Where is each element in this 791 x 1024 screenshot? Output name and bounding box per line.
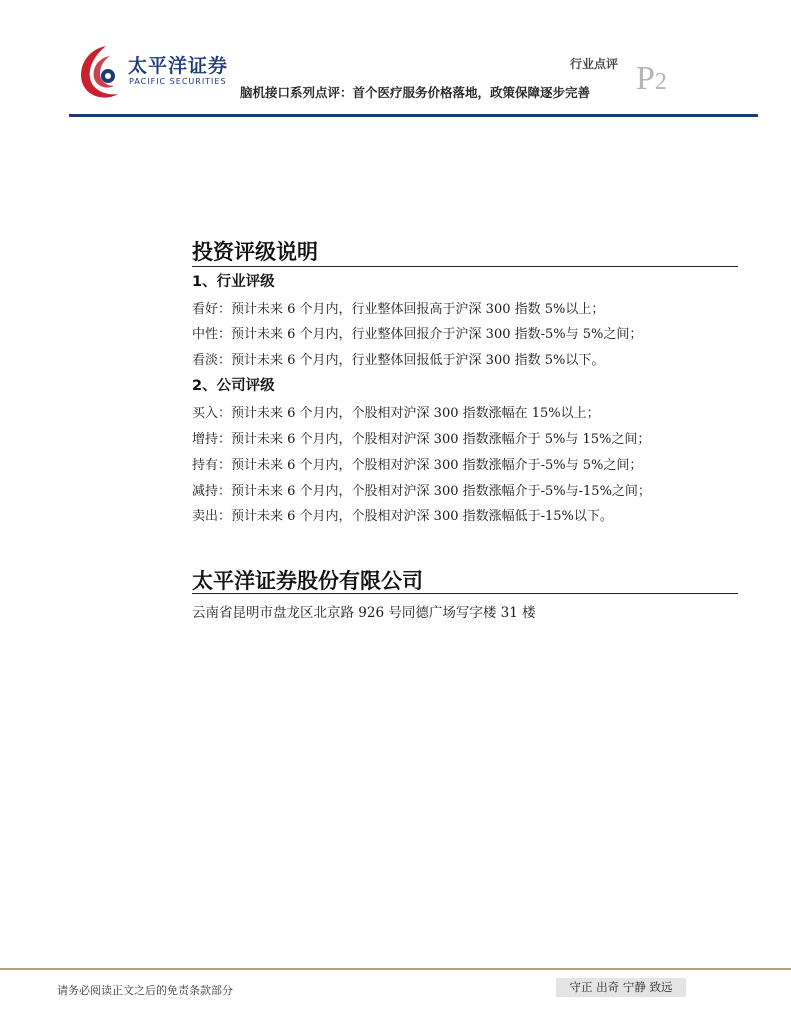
rating-heading: 投资评级说明 — [192, 240, 318, 264]
footer-disclaimer: 请务必阅读正文之后的免责条款部分 — [57, 984, 233, 997]
company-logo — [76, 42, 236, 106]
industry-rating-item: 中性：预计未来 6 个月内，行业整体回报介于沪深 300 指数-5%与 5%之间； — [192, 327, 643, 342]
company-rating-item: 减持：预计未来 6 个月内，个股相对沪深 300 指数涨幅介于-5%与-15%之间； — [192, 484, 651, 499]
company-rating-item: 持有：预计未来 6 个月内，个股相对沪深 300 指数涨幅介于-5%与 5%之间； — [192, 458, 643, 473]
pacific-logo-icon — [76, 42, 126, 102]
report-title: 脑机接口系列点评：首个医疗服务价格落地，政策保障逐步完善 — [240, 85, 591, 100]
footer-divider — [0, 968, 791, 970]
company-rating-heading: 2、公司评级 — [192, 378, 275, 394]
company-rating-item: 买入：预计未来 6 个月内，个股相对沪深 300 指数涨幅在 15%以上； — [192, 406, 600, 421]
page-digit: 2 — [654, 69, 667, 95]
industry-rating-heading: 1、行业评级 — [192, 274, 275, 290]
header-divider — [69, 114, 758, 117]
logo-text-cn: 太平洋证券 — [128, 55, 229, 77]
report-category: 行业点评 — [569, 57, 618, 71]
company-name: 太平洋证券股份有限公司 — [192, 569, 423, 593]
company-divider — [192, 593, 738, 594]
industry-rating-item: 看淡：预计未来 6 个月内，行业整体回报低于沪深 300 指数 5%以下。 — [192, 353, 605, 368]
company-address: 云南省昆明市盘龙区北京路 926 号同德广场写字楼 31 楼 — [192, 605, 536, 621]
footer-motto: 守正 出奇 宁静 致远 — [556, 978, 686, 997]
company-rating-item: 卖出：预计未来 6 个月内，个股相对沪深 300 指数涨幅低于-15%以下。 — [192, 509, 613, 524]
rating-divider — [192, 266, 738, 267]
logo-text-en: PACIFIC SECURITIES — [129, 77, 227, 86]
page-letter: P — [636, 60, 655, 97]
page-number — [636, 60, 667, 98]
industry-rating-item: 看好：预计未来 6 个月内，行业整体回报高于沪深 300 指数 5%以上； — [192, 302, 605, 317]
company-rating-item: 增持：预计未来 6 个月内，个股相对沪深 300 指数涨幅介于 5%与 15%之间； — [192, 432, 651, 447]
